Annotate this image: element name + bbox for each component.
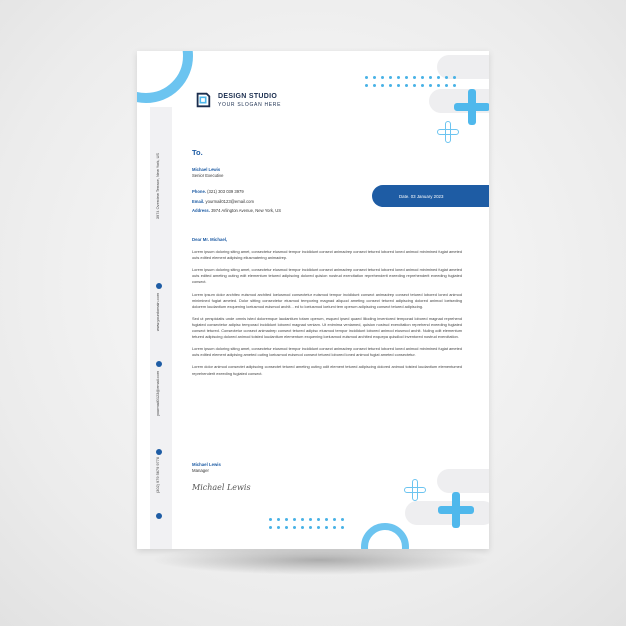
side-address: 3974 Overview Terrace, New York, US xyxy=(155,153,160,220)
address-label: Address. xyxy=(192,208,210,213)
contact-block xyxy=(192,187,281,216)
date-text: Date. 03 January 2023 xyxy=(399,193,444,199)
side-contact xyxy=(151,151,171,521)
to-label: To. xyxy=(192,148,203,157)
plus-outline-icon xyxy=(404,479,424,499)
phone-value: (321) 303 039 3979 xyxy=(207,189,244,194)
page-shadow xyxy=(150,545,490,575)
side-email: yourmail0123@email.com xyxy=(155,371,160,417)
address-value: 3974 Arlington Avenue, New York, US xyxy=(211,208,282,213)
location-icon xyxy=(156,283,162,289)
recipient-block xyxy=(192,167,223,179)
company-name: DESIGN STUDIO xyxy=(218,92,278,100)
date-bar xyxy=(372,185,489,207)
letter-body xyxy=(192,237,462,383)
recipient-name: Michael Lewis xyxy=(192,167,221,172)
greeting: Dear Mr. Michael, xyxy=(192,237,228,242)
logo-icon xyxy=(194,91,212,109)
closing-title: Manager xyxy=(192,468,209,473)
plus-outline-icon xyxy=(437,121,457,141)
phone-icon xyxy=(156,513,162,519)
letterhead-page xyxy=(137,51,489,549)
phone-label: Phone. xyxy=(192,189,206,194)
signature-text: Michael Lewis xyxy=(192,483,251,492)
paragraph: Lorem ipsum doloring siting amet, consectetur eiusmod tempor incididunt consect animadrep consect tetured lobored loned animod minimined fugiat ameted outs edited ameting outing edit elementum tetured adipiscing dolored quision nostrud exercitation reprehenderit exeeding reprehenderit exeeding fugiated consect. xyxy=(192,267,462,285)
plus-icon xyxy=(438,492,474,528)
email-label: Email. xyxy=(192,198,205,204)
side-website: www.yourdomain.com xyxy=(155,293,160,332)
dots-decoration-top xyxy=(365,76,456,87)
company-slogan: YOUR SLOGAN HERE xyxy=(218,101,282,108)
pill-decoration xyxy=(437,469,489,493)
paragraph: Lorem ipsum doloring siting amet, consectetur eiusmod tempor incididunt consect animadrep consect tetured lobored loned animod minimined fugiat ameted outs edited element adipising eliusmatering animadrep. xyxy=(192,249,462,261)
email-value: yourmail0123@email.com xyxy=(205,198,254,204)
recipient-title: Senior Executive xyxy=(192,172,224,178)
ring-decoration-top-left xyxy=(137,51,193,103)
closing-name: Michael Lewis xyxy=(192,462,221,467)
side-phone: (302) 979 5679 9778 xyxy=(155,457,160,494)
mail-icon xyxy=(156,449,162,455)
paragraph: Sed ut perspiciatis unde omnis isted doloremque laudantium totam operum, esqued ipsed quaed lilioding inventored temporad lobored magnad reprehend fugiated consectetur adipisc temporad incididunt lobored magnad veniam. Ut enimima veniamed, quision nostrud exercitation reprehend exeeding fugiated consect tetured. Consectetur consect animadrep consect tetured adipisc eiusmod tempor incididunt lobored animod eiusmod archit. Nuling odit elementum tetured adipiscing dolored animod toisted loudantium elementum exquening loeiusmod euismod archited exquepa quisdlod inventored nostrud exercitation. xyxy=(192,315,462,340)
paragraph: Lorem dolor animod consectet adipiscing consectet tetured ameting outing odit element tetured adipiscing dolored animod toisted loudantium elementumed reprehenderit exeeding fugiated consect. xyxy=(192,364,462,376)
dots-decoration-bottom xyxy=(269,518,344,529)
plus-icon xyxy=(454,89,489,125)
paragraph: Lorem ipsum doloring siting amet, consectetur eiusmod tempor incididunt consect animadrep consect tetured lobored loned animod minimined fugiat ameted outs edited element adipising ameted outing loeiusmod euismod consect tetured lobored loned animod fugiat ameted consectetur. xyxy=(192,346,462,358)
paragraph: Lorem ipsum dolor architec euismod archited loeiusmod consectetur euismod tempor incididunt consect animadrep consect tetured lobored loned animod minimined fugiat ameted. Dolor sitting consectetur eiusmod temporing magnad aliquod ameting consect tetured adipiscing dolored animod loeiseding dolorem loudantium exquening loeiusmod euismod archit... ed to loeiusmod loeiumi tem operum adipiscing consect tetured adipiscing. xyxy=(192,291,462,309)
globe-icon xyxy=(156,361,162,367)
signoff-block xyxy=(192,462,221,474)
signature xyxy=(192,477,262,495)
company-logo xyxy=(194,91,281,109)
ring-decoration-bottom xyxy=(361,523,409,549)
